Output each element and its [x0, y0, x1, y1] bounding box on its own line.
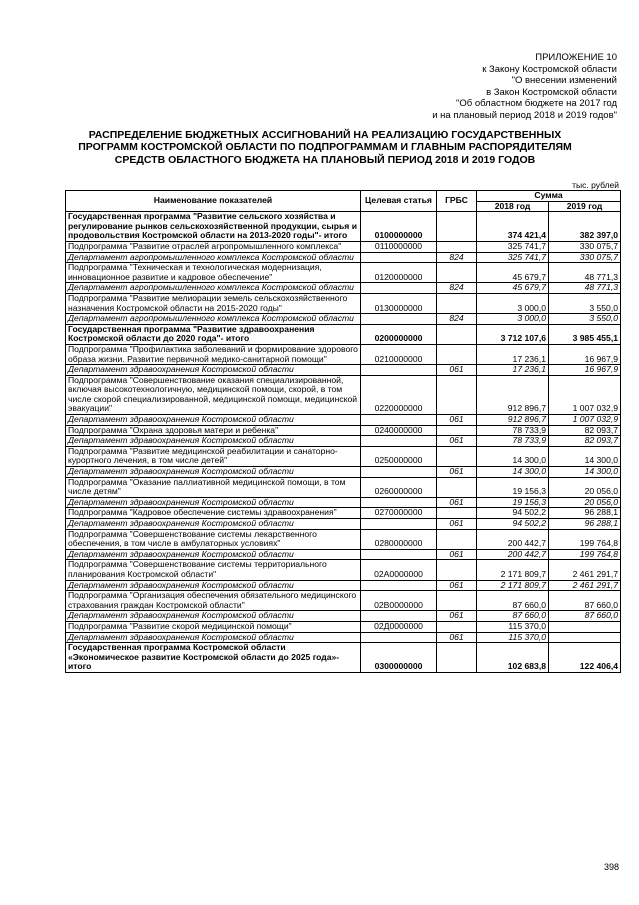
cell-2019: 122 406,4: [549, 643, 621, 673]
cell-code: [361, 314, 437, 325]
table-row: [66, 446, 621, 466]
cell-2019: 48 771,3: [549, 263, 621, 283]
cell-name: Подпрограмма "Профилактика заболеваний и формирование здорового образа жизни. Развитие первичной медико-санитарной помощи": [66, 344, 361, 364]
table-row: [66, 293, 621, 313]
cell-grbs: 061: [437, 632, 477, 643]
cell-grbs: 061: [437, 365, 477, 376]
table-row: [66, 529, 621, 549]
cell-2018: 325 741,7: [477, 241, 549, 252]
cell-2019: 20 056,0: [549, 477, 621, 497]
cell-name: Подпрограмма "Организация обеспечения обязательного медицинского страхования граждан Костромской области": [66, 591, 361, 611]
table-row: [66, 560, 621, 580]
table-body: [66, 212, 621, 673]
table-row: [66, 508, 621, 519]
cell-name: Подпрограмма "Оказание паллиативной медицинской помощи, в том числе детям": [66, 477, 361, 497]
cell-2018: 2 171 809,7: [477, 580, 549, 591]
cell-2019: 82 093,7: [549, 425, 621, 436]
cell-code: [361, 467, 437, 478]
appendix-line: "Об областном бюджете на 2017 год: [456, 98, 617, 110]
cell-code: [361, 497, 437, 508]
table-row: [66, 314, 621, 325]
cell-2019: 1 007 032,9: [549, 375, 621, 414]
cell-grbs: 061: [437, 436, 477, 447]
header-name: Наименование показателей: [66, 191, 361, 212]
cell-name: Государственная программа "Развитие сельского хозяйства и регулирование рынков сельскохозяйственной продукции, сырья и продовольствия Костромской области на 2013-2020 годы"- итого: [66, 212, 361, 242]
cell-2018: 3 712 107,6: [477, 324, 549, 344]
cell-2018: 78 733,9: [477, 425, 549, 436]
cell-code: 0280000000: [361, 529, 437, 549]
cell-2019: 2 461 291,7: [549, 560, 621, 580]
cell-code: [361, 365, 437, 376]
cell-name: Департамент здравоохранения Костромской области: [66, 549, 361, 560]
cell-grbs: [437, 508, 477, 519]
cell-code: [361, 632, 437, 643]
cell-2018: 325 741,7: [477, 252, 549, 263]
cell-name: Департамент здравоохранения Костромской области: [66, 611, 361, 622]
cell-2018: 14 300,0: [477, 467, 549, 478]
table-row: [66, 436, 621, 447]
cell-2018: 14 300,0: [477, 446, 549, 466]
cell-name: Подпрограмма "Развитие медицинской реабилитации и санаторно-курортного лечения, в том числе детей": [66, 446, 361, 466]
cell-2019: 199 764,8: [549, 529, 621, 549]
cell-2019: 96 288,1: [549, 519, 621, 530]
table-row: [66, 477, 621, 497]
cell-name: Подпрограмма "Совершенствование системы территориального планирования Костромской области": [66, 560, 361, 580]
cell-code: 0100000000: [361, 212, 437, 242]
cell-code: [361, 436, 437, 447]
cell-code: 0240000000: [361, 425, 437, 436]
cell-name: Подпрограмма "Совершенствование системы лекарственного обеспечения, в том числе в амбулаторных условиях": [66, 529, 361, 549]
cell-grbs: 061: [437, 611, 477, 622]
cell-2019: 20 056,0: [549, 497, 621, 508]
cell-2018: 3 000,0: [477, 293, 549, 313]
table-row: [66, 212, 621, 242]
cell-2018: 87 660,0: [477, 591, 549, 611]
cell-name: Подпрограмма "Охрана здоровья матери и ребенка": [66, 425, 361, 436]
appendix-line: "О внесении изменений: [511, 75, 617, 87]
cell-grbs: [437, 293, 477, 313]
header-sum: Сумма: [477, 191, 621, 202]
cell-name: Департамент здравоохранения Костромской области: [66, 467, 361, 478]
cell-grbs: 061: [437, 415, 477, 426]
cell-grbs: [437, 560, 477, 580]
cell-2018: 45 679,7: [477, 283, 549, 294]
cell-2018: 912 896,7: [477, 415, 549, 426]
table-row: [66, 324, 621, 344]
cell-name: Департамент здравоохранения Костромской области: [66, 436, 361, 447]
table-row: [66, 365, 621, 376]
cell-2018: 102 683,8: [477, 643, 549, 673]
appendix-line: ПРИЛОЖЕНИЕ 10: [535, 52, 617, 63]
cell-2018: 19 156,3: [477, 477, 549, 497]
cell-2019: [549, 632, 621, 643]
cell-2018: 17 236,1: [477, 365, 549, 376]
cell-name: Подпрограмма "Развитие мелиорации земель сельскохозяйственного назначения Костромской области на 2015-2020 годы": [66, 293, 361, 313]
table-row: [66, 621, 621, 632]
page-number: 398: [603, 862, 619, 872]
cell-code: 0260000000: [361, 477, 437, 497]
cell-2019: 16 967,9: [549, 344, 621, 364]
cell-code: [361, 415, 437, 426]
cell-code: 0300000000: [361, 643, 437, 673]
cell-name: Департамент агропромышленного комплекса Костромской области: [66, 283, 361, 294]
cell-code: [361, 611, 437, 622]
cell-name: Департамент агропромышленного комплекса Костромской области: [66, 252, 361, 263]
title-line: ПРОГРАММ КОСТРОМСКОЙ ОБЛАСТИ ПО ПОДПРОГРАММАМ И ГЛАВНЫМ РАСПОРЯДИТЕЛЯМ: [78, 141, 572, 154]
cell-code: 0220000000: [361, 375, 437, 414]
cell-2018: 78 733,9: [477, 436, 549, 447]
cell-name: Департамент агропромышленного комплекса Костромской области: [66, 314, 361, 325]
cell-2019: 1 007 032,9: [549, 415, 621, 426]
title-line: РАСПРЕДЕЛЕНИЕ БЮДЖЕТНЫХ АССИГНОВАНИЙ НА РЕАЛИЗАЦИЮ ГОСУДАРСТВЕННЫХ: [88, 129, 562, 141]
cell-2019: 96 288,1: [549, 508, 621, 519]
cell-name: Подпрограмма "Развитие скорой медицинской помощи": [66, 621, 361, 632]
table-row: [66, 591, 621, 611]
cell-2019: 48 771,3: [549, 283, 621, 294]
cell-grbs: [437, 344, 477, 364]
cell-code: 0210000000: [361, 344, 437, 364]
cell-2018: 200 442,7: [477, 529, 549, 549]
cell-name: Департамент здравоохранения Костромской области: [66, 365, 361, 376]
cell-grbs: 061: [437, 549, 477, 560]
cell-2018: 200 442,7: [477, 549, 549, 560]
cell-code: [361, 519, 437, 530]
cell-grbs: [437, 241, 477, 252]
cell-grbs: 824: [437, 252, 477, 263]
cell-name: Подпрограмма "Совершенствование оказания специализированной, включая высокотехнологичную, медицинской помощи, скорой, в том числе скорой специализированной, медицинской помощи, медицинской эвакуации": [66, 375, 361, 414]
table-row: [66, 519, 621, 530]
cell-grbs: 824: [437, 314, 477, 325]
cell-code: 02Д0000000: [361, 621, 437, 632]
cell-code: 0120000000: [361, 263, 437, 283]
table-row: [66, 632, 621, 643]
appendix-line: в Закон Костромской области: [486, 86, 617, 98]
cell-2018: 912 896,7: [477, 375, 549, 414]
cell-grbs: [437, 263, 477, 283]
cell-grbs: [437, 425, 477, 436]
table-row: [66, 252, 621, 263]
cell-grbs: [437, 446, 477, 466]
cell-name: Департамент здравоохранения Костромской области: [66, 580, 361, 591]
cell-2019: 3 550,0: [549, 293, 621, 313]
cell-code: 0270000000: [361, 508, 437, 519]
cell-2018: 94 502,2: [477, 519, 549, 530]
cell-name: Государственная программа Костромской области «Экономическое развитие Костромской области до 2025 года»- итого: [66, 643, 361, 673]
cell-grbs: [437, 591, 477, 611]
table-row: [66, 425, 621, 436]
cell-code: [361, 549, 437, 560]
cell-2018: 3 000,0: [477, 314, 549, 325]
cell-2019: 330 075,7: [549, 241, 621, 252]
cell-code: 02В0000000: [361, 591, 437, 611]
cell-grbs: [437, 529, 477, 549]
cell-2019: 3 550,0: [549, 314, 621, 325]
cell-2019: 87 660,0: [549, 611, 621, 622]
table-row: [66, 580, 621, 591]
table-row: [66, 497, 621, 508]
cell-2019: 199 764,8: [549, 549, 621, 560]
cell-2018: 45 679,7: [477, 263, 549, 283]
cell-code: 0250000000: [361, 446, 437, 466]
cell-2018: 94 502,2: [477, 508, 549, 519]
cell-2018: 2 171 809,7: [477, 560, 549, 580]
cell-2019: 87 660,0: [549, 591, 621, 611]
table-row: [66, 415, 621, 426]
units-label: тыс. рублей: [572, 180, 619, 190]
cell-name: Подпрограмма "Развитие отраслей агропромышленного комплекса": [66, 241, 361, 252]
cell-2019: 382 397,0: [549, 212, 621, 242]
table-row: [66, 283, 621, 294]
cell-name: Департамент здравоохранения Костромской области: [66, 519, 361, 530]
cell-grbs: 824: [437, 283, 477, 294]
appendix-note: [357, 52, 617, 122]
table-row: [66, 344, 621, 364]
cell-grbs: 061: [437, 467, 477, 478]
header-2019: 2019 год: [549, 201, 621, 212]
header-code: Целевая статья: [361, 191, 437, 212]
table-row: [66, 467, 621, 478]
cell-2018: 374 421,4: [477, 212, 549, 242]
table-row: [66, 241, 621, 252]
cell-2019: [549, 621, 621, 632]
cell-code: 0130000000: [361, 293, 437, 313]
cell-grbs: [437, 212, 477, 242]
budget-table: [65, 190, 621, 673]
cell-2019: 16 967,9: [549, 365, 621, 376]
cell-2019: 14 300,0: [549, 467, 621, 478]
appendix-line: и на плановый период 2018 и 2019 годов": [432, 109, 617, 121]
table-row: [66, 375, 621, 414]
cell-2019: 2 461 291,7: [549, 580, 621, 591]
title-line: СРЕДСТВ ОБЛАСТНОГО БЮДЖЕТА НА ПЛАНОВЫЙ ПЕРИОД 2018 И 2019 ГОДОВ: [114, 153, 536, 166]
cell-grbs: 061: [437, 519, 477, 530]
cell-name: Департамент здравоохранения Костромской области: [66, 497, 361, 508]
header-2018: 2018 год: [477, 201, 549, 212]
cell-2018: 115 370,0: [477, 621, 549, 632]
cell-name: Государственная программа "Развитие здравоохранения Костромской области до 2020 года"- итого: [66, 324, 361, 344]
cell-code: [361, 252, 437, 263]
cell-grbs: [437, 643, 477, 673]
cell-grbs: 061: [437, 580, 477, 591]
cell-name: Департамент здравоохранения Костромской области: [66, 632, 361, 643]
cell-2018: 115 370,0: [477, 632, 549, 643]
cell-2018: 19 156,3: [477, 497, 549, 508]
table-row: [66, 611, 621, 622]
cell-2019: 330 075,7: [549, 252, 621, 263]
cell-code: 0110000000: [361, 241, 437, 252]
cell-code: [361, 283, 437, 294]
cell-code: [361, 580, 437, 591]
cell-grbs: [437, 477, 477, 497]
cell-grbs: [437, 621, 477, 632]
cell-name: Подпрограмма "Техническая и технологическая модернизация, инновационное развитие и кадровое обеспечение": [66, 263, 361, 283]
cell-name: Подпрограмма "Кадровое обеспечение системы здравоохранения": [66, 508, 361, 519]
cell-grbs: [437, 324, 477, 344]
cell-2019: 82 093,7: [549, 436, 621, 447]
cell-grbs: 061: [437, 497, 477, 508]
document-title: [60, 129, 590, 166]
cell-code: 0200000000: [361, 324, 437, 344]
cell-2018: 17 236,1: [477, 344, 549, 364]
cell-code: 02А0000000: [361, 560, 437, 580]
header-grbs: ГРБС: [437, 191, 477, 212]
cell-name: Департамент здравоохранения Костромской области: [66, 415, 361, 426]
appendix-line: к Закону Костромской области: [482, 63, 617, 75]
cell-grbs: [437, 375, 477, 414]
table-row: [66, 643, 621, 673]
cell-2018: 87 660,0: [477, 611, 549, 622]
table-row: [66, 263, 621, 283]
cell-2019: 14 300,0: [549, 446, 621, 466]
table-row: [66, 549, 621, 560]
cell-2019: 3 985 455,1: [549, 324, 621, 344]
